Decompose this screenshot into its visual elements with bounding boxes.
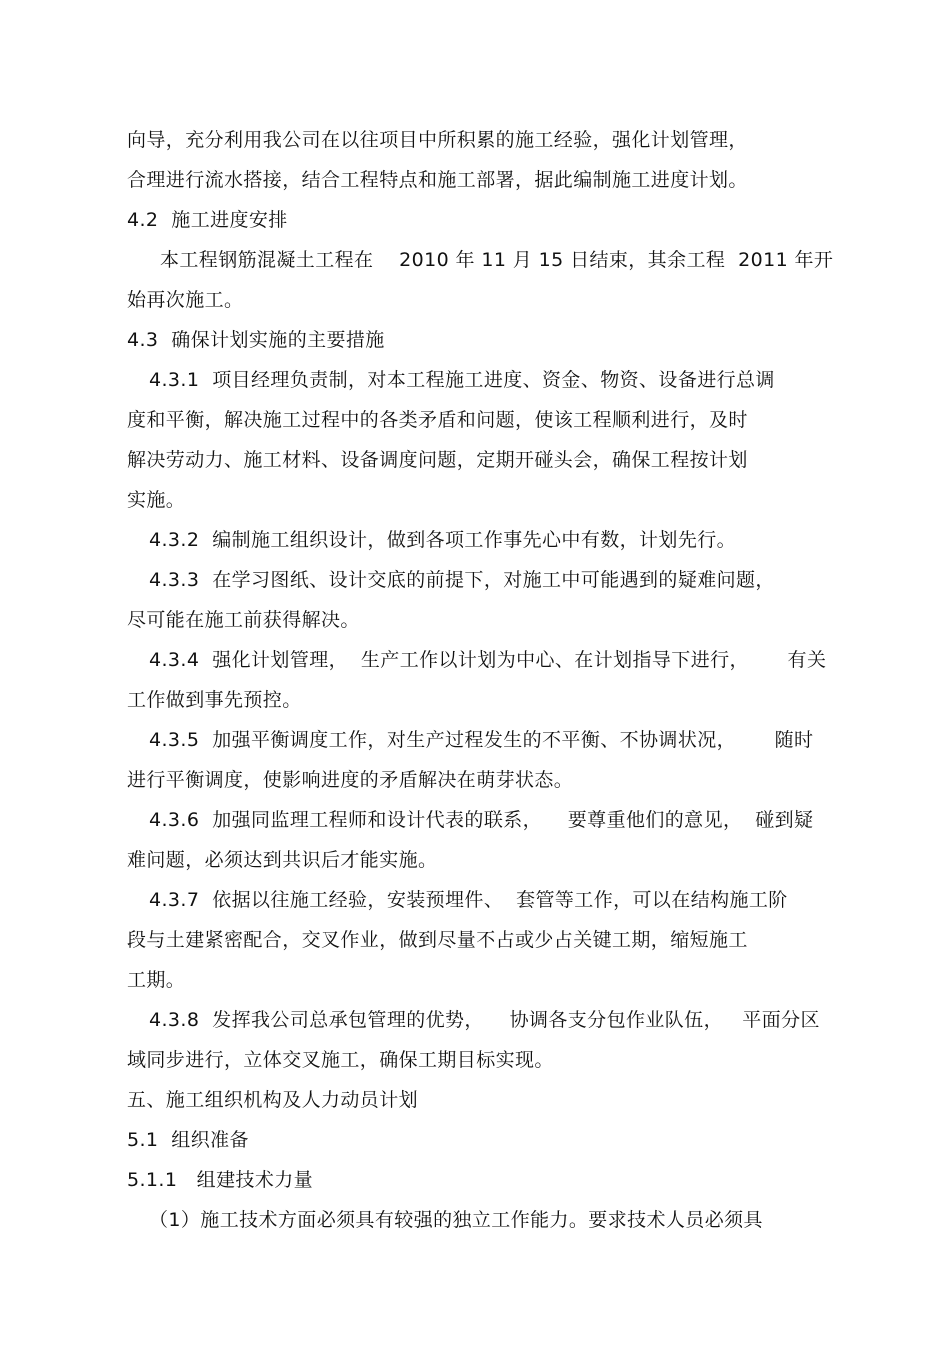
- section-heading-5-1-1: 5.1.1 组建技术力量: [127, 1169, 314, 1191]
- section-heading-4-2: 4.2 施工进度安排: [127, 209, 288, 231]
- section-heading-4-3: 4.3 确保计划实施的主要措施: [127, 329, 385, 351]
- text-line: 域同步进行，立体交叉施工，确保工期目标实现。: [127, 1049, 554, 1071]
- text-line: （1）施工技术方面必须具有较强的独立工作能力。要求技术人员必须具: [149, 1209, 763, 1231]
- text-line: 工作做到事先预控。: [127, 689, 302, 711]
- text-line: 4.3.2 编制施工组织设计，做到各项工作事先心中有数，计划先行。: [149, 529, 737, 551]
- text-line: 4.3.4 强化计划管理， 生产工作以计划为中心、在计划指导下进行， 有关: [149, 649, 827, 671]
- text-line: 工期。: [127, 969, 186, 991]
- text-line: 解决劳动力、施工材料、设备调度问题，定期开碰头会，确保工程按计划: [127, 449, 748, 471]
- text-line: 尽可能在施工前获得解决。: [127, 609, 360, 631]
- text-line: 进行平衡调度，使影响进度的矛盾解决在萌芽状态。: [127, 769, 574, 791]
- text-line: 4.3.5 加强平衡调度工作，对生产过程发生的不平衡、不协调状况， 随时: [149, 729, 814, 751]
- text-line: 合理进行流水搭接，结合工程特点和施工部署，据此编制施工进度计划。: [127, 169, 748, 191]
- chapter-heading-5: 五、施工组织机构及人力动员计划: [127, 1089, 419, 1111]
- section-heading-5-1: 5.1 组织准备: [127, 1129, 249, 1151]
- text-line: 4.3.3 在学习图纸、设计交底的前提下，对施工中可能遇到的疑难问题，: [149, 569, 775, 591]
- text-line: 实施。: [127, 489, 186, 511]
- text-line: 段与土建紧密配合，交叉作业，做到尽量不占或少占关键工期，缩短施工: [127, 929, 748, 951]
- text-line: 难问题，必须达到共识后才能实施。: [127, 849, 438, 871]
- text-line: 向导，充分利用我公司在以往项目中所积累的施工经验，强化计划管理，: [127, 129, 748, 151]
- text-line: 本工程钢筋混凝土工程在 2010 年 11 月 15 日结束，其余工程 2011 年开: [160, 249, 834, 271]
- text-line: 度和平衡，解决施工过程中的各类矛盾和问题，使该工程顺利进行，及时: [127, 409, 748, 431]
- text-line: 4.3.7 依据以往施工经验，安装预埋件、 套管等工作，可以在结构施工阶: [149, 889, 788, 911]
- text-line: 4.3.6 加强同监理工程师和设计代表的联系， 要尊重他们的意见， 碰到疑: [149, 809, 814, 831]
- text-line: 始再次施工。: [127, 289, 244, 311]
- text-line: 4.3.8 发挥我公司总承包管理的优势， 协调各支分包作业队伍， 平面分区: [149, 1009, 820, 1031]
- text-line: 4.3.1 项目经理负责制，对本工程施工进度、资金、物资、设备进行总调: [149, 369, 775, 391]
